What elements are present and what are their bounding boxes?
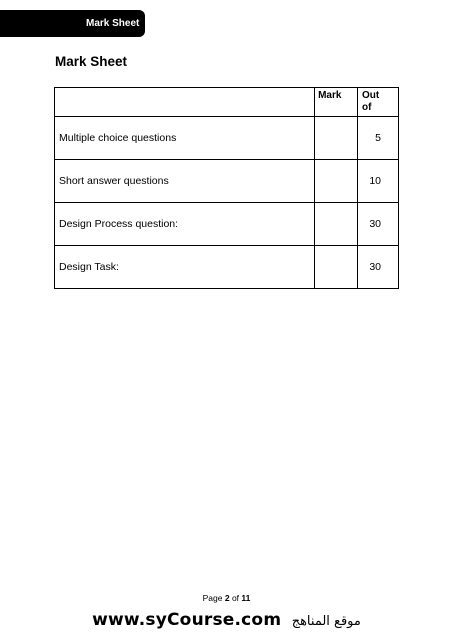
header-cell-question <box>55 88 315 117</box>
site-arabic-name: موقع المناهج <box>291 614 361 629</box>
header-tab <box>0 10 145 37</box>
out-of-value: 5 <box>358 117 399 160</box>
table-row <box>55 203 399 246</box>
table-header-row <box>55 88 399 117</box>
header-out-of-line1: Out <box>362 90 380 101</box>
total-pages: 11 <box>241 593 251 603</box>
mark-table <box>54 87 399 289</box>
question-label: Design Process question: <box>55 203 315 246</box>
header-cell-mark <box>315 88 358 117</box>
table-row <box>55 246 399 289</box>
page-word: Page <box>202 593 223 603</box>
question-label: Design Task: <box>55 246 315 289</box>
mark-cell[interactable] <box>315 160 358 203</box>
mark-cell[interactable] <box>315 246 358 289</box>
of-word: of <box>231 593 240 603</box>
mark-cell[interactable] <box>315 117 358 160</box>
question-label: Short answer questions <box>55 160 315 203</box>
current-page: 2 <box>224 593 230 603</box>
site-watermark <box>0 610 453 630</box>
out-of-value: 30 <box>358 203 399 246</box>
page-title: Mark Sheet <box>55 54 128 69</box>
header-mark-label: Mark <box>318 90 342 101</box>
out-of-value: 30 <box>358 246 399 289</box>
header-cell-out-of <box>358 88 399 117</box>
table-row <box>55 160 399 203</box>
out-of-value: 10 <box>358 160 399 203</box>
table-row <box>55 117 399 160</box>
header-out-of-line2: of <box>362 102 372 113</box>
header-tab-label: Mark Sheet <box>86 18 140 29</box>
page-number <box>0 593 453 603</box>
mark-cell[interactable] <box>315 203 358 246</box>
question-label: Multiple choice questions <box>55 117 315 160</box>
site-url[interactable]: www.syCourse.com <box>92 610 282 630</box>
